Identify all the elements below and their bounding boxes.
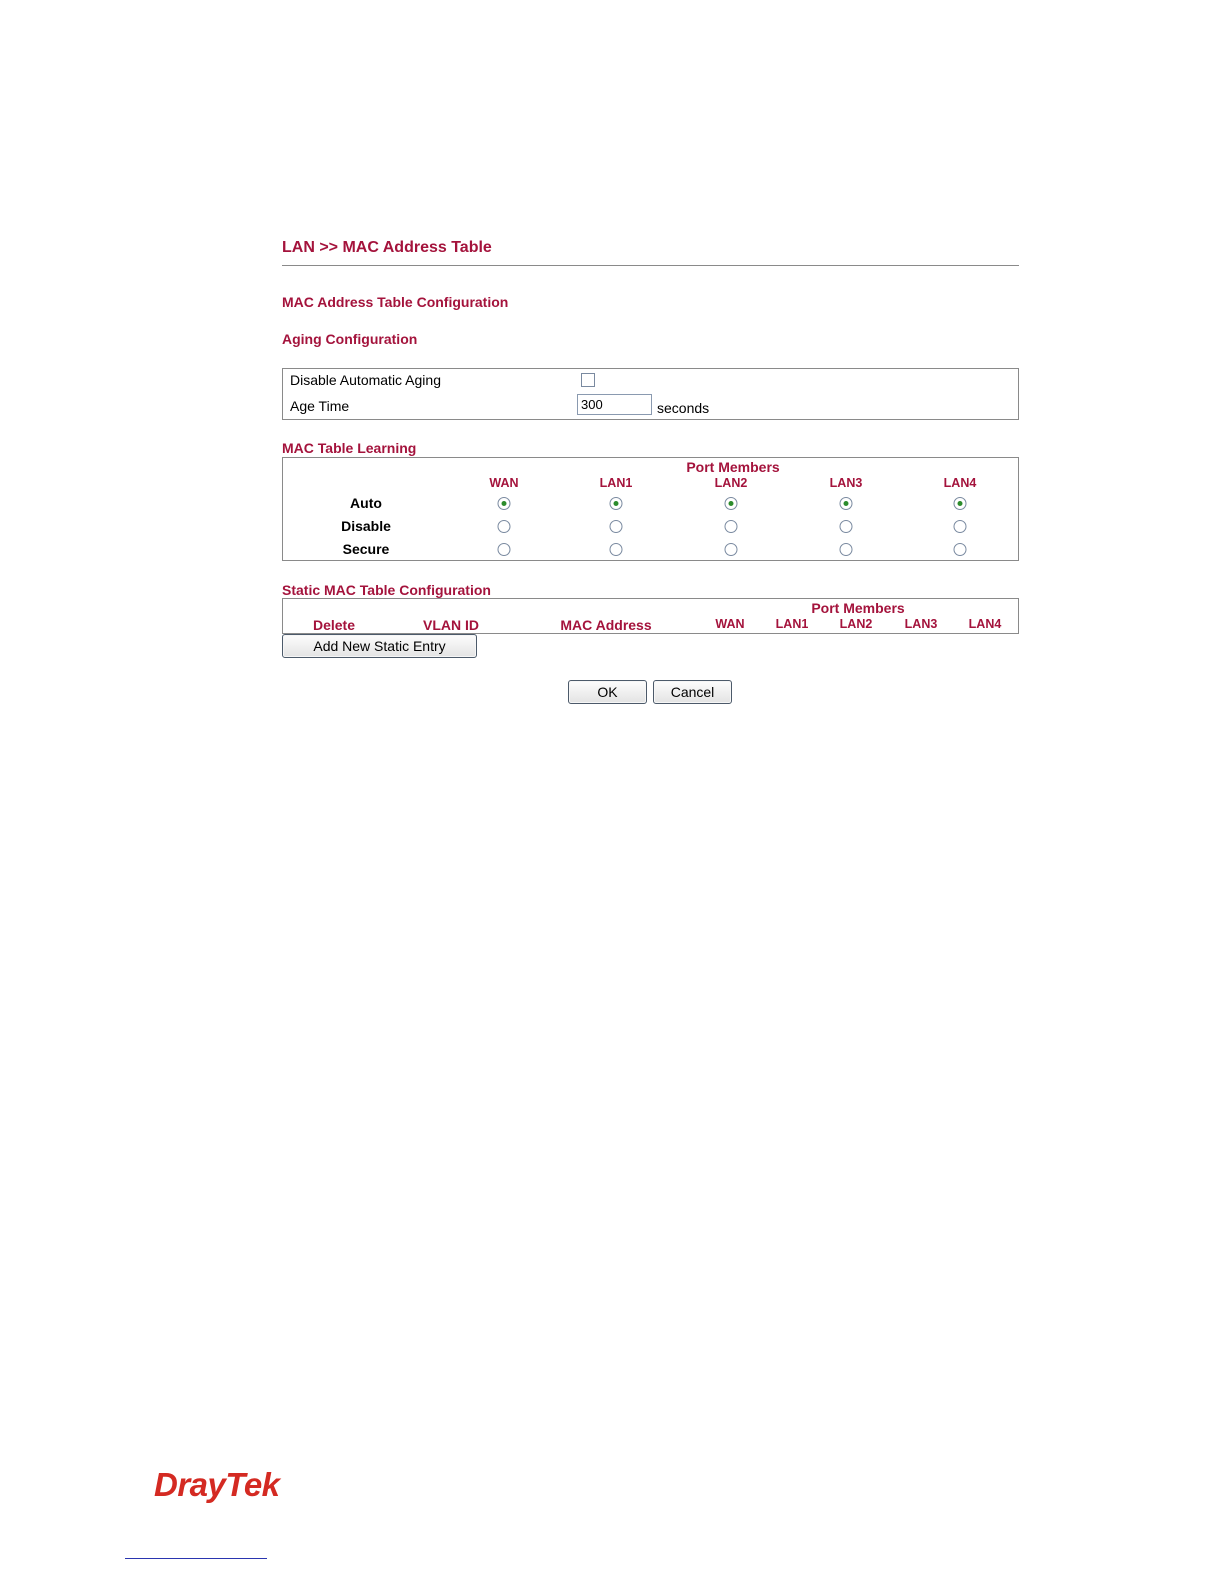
disable-aging-checkbox[interactable] [581,373,595,387]
static-port-lan1: LAN1 [775,617,809,631]
ok-button[interactable]: OK [568,680,647,704]
learning-port-lan1: LAN1 [599,476,633,490]
static-port-lan3: LAN3 [904,617,938,631]
age-time-input[interactable] [577,394,652,415]
title-divider [282,265,1019,266]
learning-row-secure: Secure [342,541,390,557]
radio-secure-lan2[interactable] [725,543,738,556]
radio-disable-lan1[interactable] [610,520,623,533]
learning-title: MAC Table Learning [282,440,417,456]
draytek-logo: DrayTek [154,1466,280,1503]
section-heading: MAC Address Table Configuration [282,294,509,310]
static-col-vlan-id: VLAN ID [423,617,479,633]
radio-secure-lan3[interactable] [840,543,853,556]
disable-aging-label: Disable Automatic Aging [290,372,441,388]
static-port-wan: WAN [715,617,745,631]
radio-secure-lan4[interactable] [954,543,967,556]
learning-panel [282,457,1019,561]
learning-port-members-label: Port Members [686,459,780,475]
aging-title: Aging Configuration [282,331,418,347]
add-static-entry-button[interactable]: Add New Static Entry [282,634,477,658]
radio-auto-wan[interactable] [498,497,511,510]
footer-divider [125,1558,267,1559]
radio-auto-lan2[interactable] [725,497,738,510]
static-col-delete: Delete [312,617,356,633]
static-port-lan4: LAN4 [968,617,1002,631]
radio-secure-lan1[interactable] [610,543,623,556]
radio-secure-wan[interactable] [498,543,511,556]
radio-auto-lan1[interactable] [610,497,623,510]
age-time-label: Age Time [290,398,350,414]
learning-row-auto: Auto [350,495,382,511]
learning-port-lan2: LAN2 [714,476,748,490]
radio-disable-wan[interactable] [498,520,511,533]
radio-disable-lan2[interactable] [725,520,738,533]
static-title: Static MAC Table Configuration [282,582,491,598]
static-port-lan2: LAN2 [839,617,873,631]
learning-port-lan3: LAN3 [829,476,863,490]
static-col-mac-address: MAC Address [560,617,652,633]
static-port-members-label: Port Members [811,600,905,616]
learning-port-lan4: LAN4 [943,476,977,490]
age-time-unit: seconds [657,400,710,416]
radio-auto-lan3[interactable] [840,497,853,510]
radio-disable-lan4[interactable] [954,520,967,533]
page-title: LAN >> MAC Address Table [282,239,492,256]
cancel-button[interactable]: Cancel [653,680,732,704]
learning-port-wan: WAN [489,476,519,490]
learning-row-disable: Disable [341,518,391,534]
radio-auto-lan4[interactable] [954,497,967,510]
radio-disable-lan3[interactable] [840,520,853,533]
